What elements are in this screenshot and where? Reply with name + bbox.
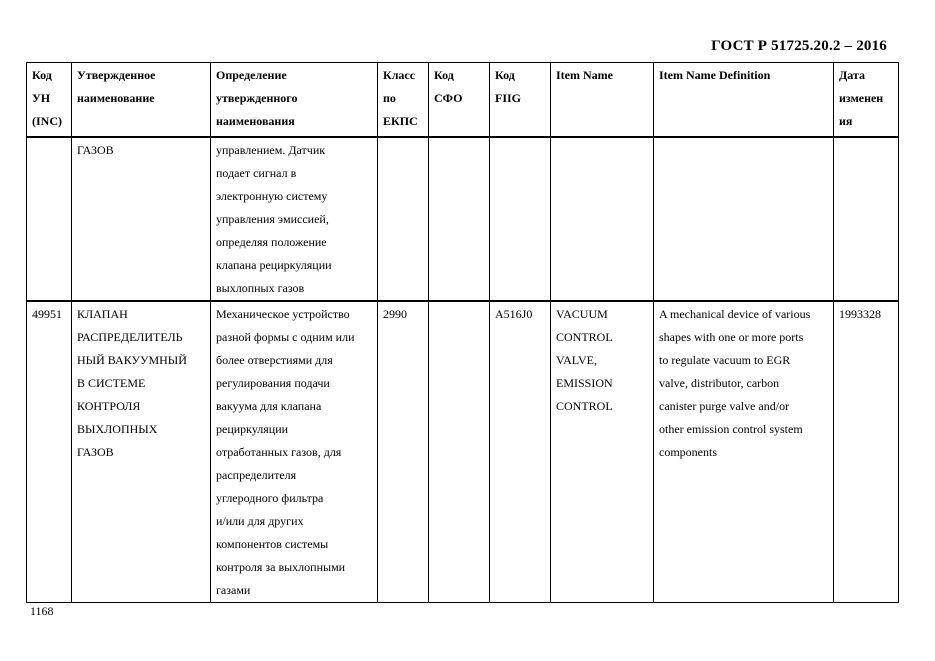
cell-approved-name: КЛАПАН РАСПРЕДЕЛИТЕЛЬ НЫЙ ВАКУУМНЫЙ В СИСТЕМЕ КОНТРОЛЯ ВЫХЛОПНЫХ ГАЗОВ: [72, 301, 211, 603]
cell-sfo: [429, 137, 490, 301]
cell-item-name: [551, 137, 654, 301]
column-header-item-name: Item Name: [551, 63, 654, 138]
document-standard-header: ГОСТ Р 51725.20.2 – 2016: [711, 38, 887, 54]
cell-class: [378, 137, 429, 301]
cell-sfo: [429, 301, 490, 603]
cell-item-name-definition: A mechanical device of various shapes with one or more ports to regulate vacuum to EGR valve, distributor, carbon canister purge valve and/or other emission control system components: [654, 301, 834, 603]
cell-fiig: [490, 137, 551, 301]
cell-inc: 49951: [27, 301, 72, 603]
page-number: 1168: [30, 604, 54, 618]
column-header-definition: Определение утвержденного наименования: [211, 63, 378, 138]
column-header-inc: Код УН (INC): [27, 63, 72, 138]
table-header-row: [27, 63, 899, 138]
table-row: [27, 301, 899, 603]
cell-item-name: VACUUM CONTROL VALVE, EMISSION CONTROL: [551, 301, 654, 603]
column-header-date: Дата изменен ия: [834, 63, 899, 138]
column-header-sfo: Код СФО: [429, 63, 490, 138]
table-row: [27, 137, 899, 301]
classification-table: [26, 62, 899, 603]
cell-definition: Механическое устройство разной формы с одним или более отверстиями для регулирования подачи вакуума для клапана рециркуляции отработанных газов, для распределителя углеродного фильтра и/или для других компонентов системы контроля за выхлопными газами: [211, 301, 378, 603]
cell-fiig: A516J0: [490, 301, 551, 603]
cell-inc: [27, 137, 72, 301]
column-header-fiig: Код FIIG: [490, 63, 551, 138]
cell-definition: управлением. Датчик подает сигнал в электронную систему управления эмиссией, определяя положение клапана рециркуляции выхлопных газов: [211, 137, 378, 301]
column-header-approved-name: Утвержденное наименование: [72, 63, 211, 138]
column-header-class: Класс по ЕКПС: [378, 63, 429, 138]
cell-date: [834, 137, 899, 301]
cell-date: 1993328: [834, 301, 899, 603]
cell-approved-name: ГАЗОВ: [72, 137, 211, 301]
cell-item-name-definition: [654, 137, 834, 301]
cell-class: 2990: [378, 301, 429, 603]
column-header-item-name-definition: Item Name Definition: [654, 63, 834, 138]
